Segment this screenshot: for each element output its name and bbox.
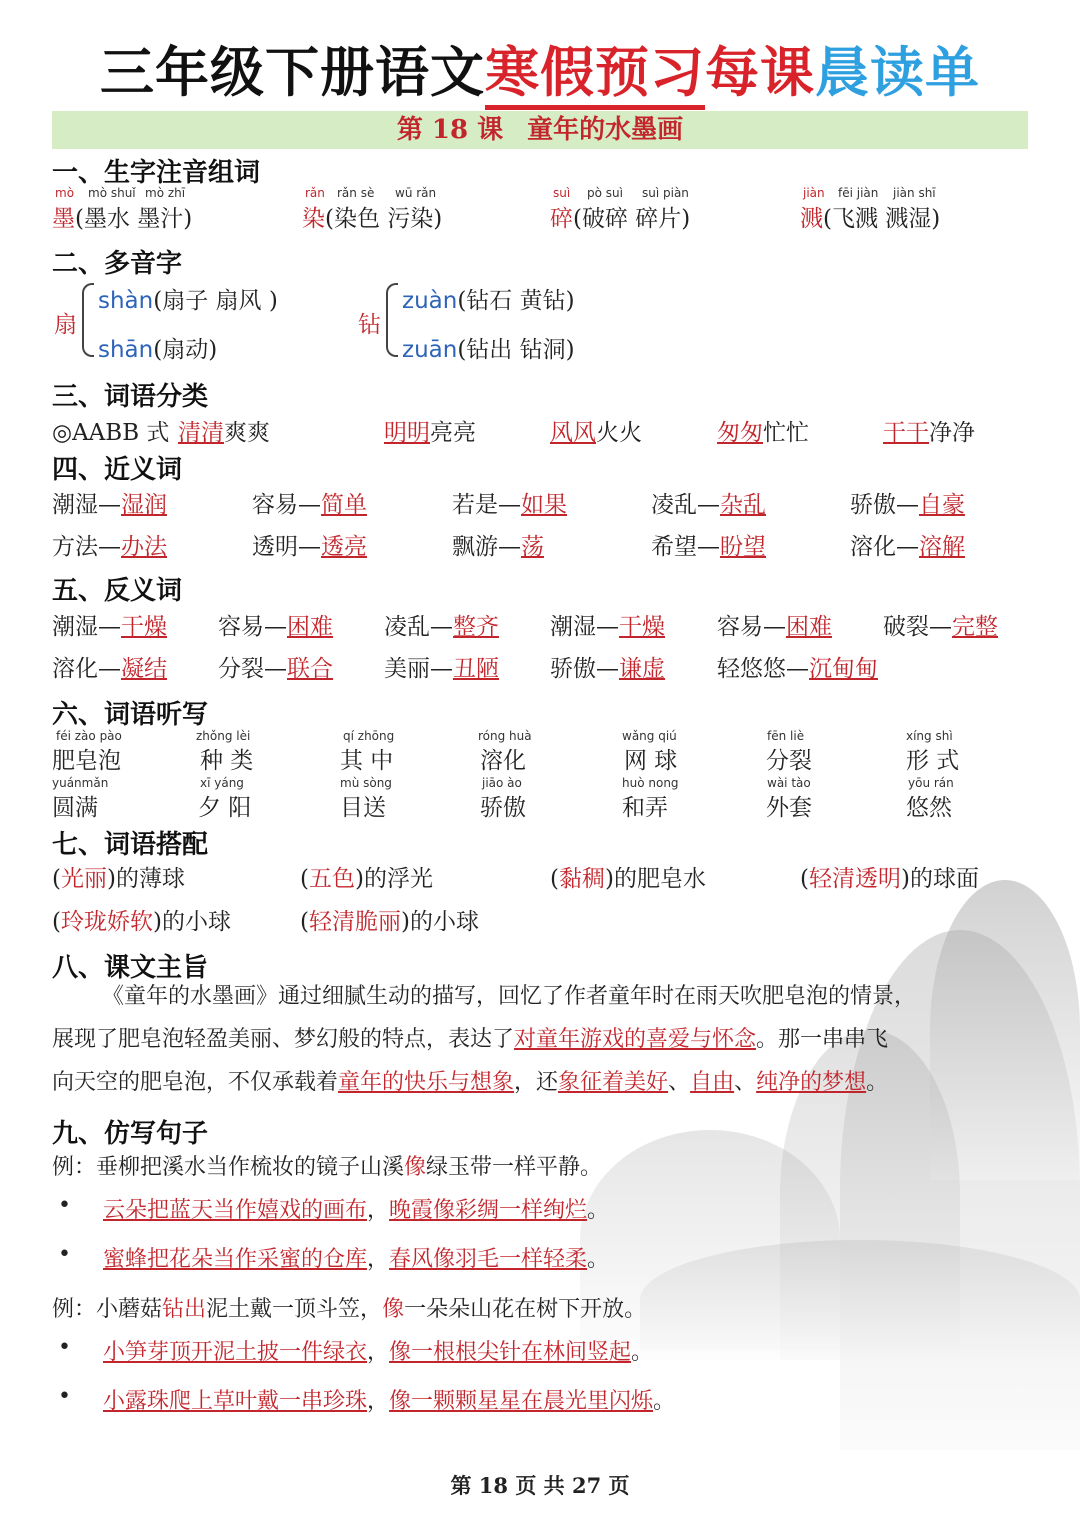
list-item: 碎(破碎 碎片)	[550, 206, 691, 232]
list-item: 圆满	[52, 795, 98, 821]
section-heading-2: 二、多音字	[52, 249, 183, 279]
list-item: 潮湿—湿润	[52, 492, 167, 518]
list-item: 云朵把蓝天当作嬉戏的画布，晚霞像彩绸一样绚烂。	[103, 1198, 610, 1223]
list-item: 潮湿—干燥	[550, 614, 665, 640]
list-item: 种 类	[200, 748, 254, 774]
section-heading-6: 六、词语听写	[52, 700, 209, 730]
list-item: 明明亮亮	[384, 420, 476, 446]
list-item: 希望—盼望	[651, 534, 766, 560]
list-item: 溅(飞溅 溅湿)	[800, 206, 941, 232]
list-item: 网 球	[624, 748, 678, 774]
list-item: (光丽)的薄球	[52, 866, 185, 892]
lesson-banner: 第 18 课 童年的水墨画	[52, 111, 1028, 149]
page-title: 三年级下册语文寒假预习每课晨读单	[0, 30, 1080, 107]
section-heading-5: 五、反义词	[52, 576, 183, 606]
list-item: 凌乱—整齐	[384, 614, 499, 640]
list-item: 匆匆忙忙	[717, 420, 809, 446]
list-item: 轻悠悠—沉甸甸	[717, 656, 878, 682]
section-heading-7: 七、词语搭配	[52, 830, 209, 860]
list-item: 骄傲—谦虚	[550, 656, 665, 682]
list-item: 方法—办法	[52, 534, 167, 560]
list-item: (轻清透明)的球面	[800, 866, 979, 892]
list-item: 肥皂泡	[52, 748, 121, 774]
theme-paragraph: 《童年的水墨画》通过细腻生动的描写，回忆了作者童年时在雨天吹肥皂泡的情景， 展现了肥皂泡轻盈美丽、梦幻般的特点，表达了对童年游戏的喜爱与怀念。那一串串飞 向天空的肥皂泡，不仅承载着童年的快乐与想象，还象征着美好、自由、纯净的梦想。	[52, 984, 917, 1095]
section-heading-9: 九、仿写句子	[52, 1119, 209, 1149]
section-heading-4: 四、近义词	[52, 455, 183, 485]
list-item: 外套	[766, 795, 812, 821]
list-item: 容易—简单	[252, 492, 367, 518]
list-item: 溶化—凝结	[52, 656, 167, 682]
list-item: 清清爽爽	[178, 420, 270, 446]
list-item: 蜜蜂把花朵当作采蜜的仓库，春风像羽毛一样轻柔。	[103, 1247, 610, 1272]
list-item: 透明—透亮	[252, 534, 367, 560]
list-item: 目送	[340, 795, 386, 821]
list-item: 其 中	[340, 748, 394, 774]
list-item: 溶化	[480, 748, 526, 774]
list-item: 悠然	[906, 795, 952, 821]
list-item: 骄傲—自豪	[850, 492, 965, 518]
list-item: 夕 阳	[198, 795, 252, 821]
example-sentence: 例：小蘑菇钻出泥土戴一顶斗笠，像一朵朵山花在树下开放。	[52, 1297, 647, 1322]
list-item: 风风火火	[550, 420, 642, 446]
list-item: 容易—困难	[218, 614, 333, 640]
list-item: 小露珠爬上草叶戴一串珍珠，像一颗颗星星在晨光里闪烁。	[103, 1389, 676, 1414]
list-item: (玲珑娇软)的小球	[52, 909, 231, 935]
list-item: 小笋芽顶开泥土披一件绿衣，像一根根尖针在林间竖起。	[103, 1340, 654, 1365]
list-item: 若是—如果	[452, 492, 567, 518]
list-item: 干干净净	[883, 420, 975, 446]
list-item: 分裂—联合	[218, 656, 333, 682]
list-item: 形 式	[906, 748, 960, 774]
section-heading-3: 三、词语分类	[52, 382, 209, 412]
section-heading-8: 八、课文主旨	[52, 953, 209, 983]
list-item: 分裂	[766, 748, 812, 774]
list-item: 美丽—丑陋	[384, 656, 499, 682]
list-item: 染(染色 污染)	[302, 206, 443, 232]
list-item: 凌乱—杂乱	[651, 492, 766, 518]
list-item: 骄傲	[480, 795, 526, 821]
example-sentence: 例：垂柳把溪水当作梳妆的镜子山溪像绿玉带一样平静。	[52, 1155, 603, 1180]
page-footer: 第 18 页 共 27 页	[450, 1473, 630, 1498]
list-item: (轻清脆丽)的小球	[300, 909, 479, 935]
list-item: 溶化—溶解	[850, 534, 965, 560]
list-item: 飘游—荡	[452, 534, 544, 560]
list-item: 容易—困难	[717, 614, 832, 640]
list-item: (五色)的浮光	[300, 866, 433, 892]
section-heading-1: 一、生字注音组词	[52, 158, 261, 188]
list-item: 潮湿—干燥	[52, 614, 167, 640]
list-item: (黏稠)的肥皂水	[550, 866, 706, 892]
brace	[386, 283, 398, 357]
list-item: 墨(墨水 墨汁)	[52, 206, 193, 232]
list-item: 和弄	[622, 795, 668, 821]
brace	[82, 283, 94, 357]
list-item: 破裂—完整	[883, 614, 998, 640]
